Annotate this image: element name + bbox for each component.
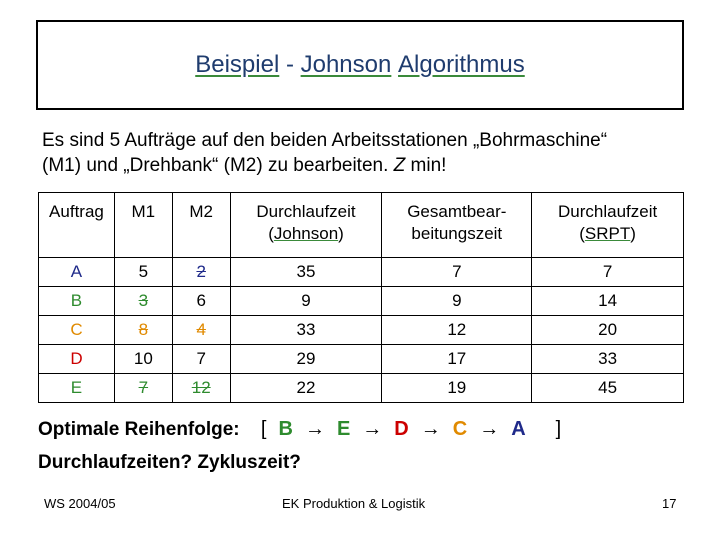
cell-gesamtbearbeitungszeit: 19 — [382, 374, 532, 403]
header-dj-paren-close: ) — [338, 224, 344, 243]
optimal-sequence — [38, 418, 567, 441]
cell-m2: 2 — [172, 258, 230, 287]
header-dj-line1: Durchlaufzeit — [256, 202, 356, 221]
cell-durchlaufzeit-srpt: 20 — [532, 316, 684, 345]
cell-job: B — [39, 287, 115, 316]
table-row — [39, 316, 684, 345]
cell-durchlaufzeit-johnson: 33 — [230, 316, 382, 345]
cell-gesamtbearbeitungszeit: 17 — [382, 345, 532, 374]
title-word-johnson: Johnson — [300, 51, 392, 78]
header-gesamtbearbeitungszeit — [382, 193, 532, 258]
header-ds-paren-open: ( — [579, 224, 585, 243]
sequence-job: C — [452, 418, 468, 440]
header-ds-paren-close: ) — [630, 224, 636, 243]
table-header-row — [39, 193, 684, 258]
cell-durchlaufzeit-srpt: 14 — [532, 287, 684, 316]
arrow-icon: → — [362, 418, 383, 440]
title-word-beispiel: Beispiel — [195, 51, 280, 78]
title-word-algorithmus: Algorithmus — [398, 51, 525, 78]
footer-semester: WS 2004/05 — [44, 496, 116, 511]
intro-text — [42, 128, 682, 178]
header-ds-word: SRPT — [584, 224, 631, 243]
cell-durchlaufzeit-johnson: 29 — [230, 345, 382, 374]
table-row — [39, 287, 684, 316]
header-m2: M2 — [172, 193, 230, 258]
cell-gesamtbearbeitungszeit: 9 — [382, 287, 532, 316]
cell-durchlaufzeit-johnson: 9 — [230, 287, 382, 316]
cell-m2: 7 — [172, 345, 230, 374]
optimal-label: Optimale Reihenfolge: — [38, 419, 240, 440]
cell-durchlaufzeit-johnson: 22 — [230, 374, 382, 403]
header-dj-word: Johnson — [273, 224, 339, 243]
bracket-open: [ — [260, 418, 267, 440]
intro-line-2: (M1) und „Drehbank“ (M2) zu bearbeiten. Z min! — [42, 155, 447, 176]
cell-m2: 4 — [172, 316, 230, 345]
cell-durchlaufzeit-srpt: 33 — [532, 345, 684, 374]
sequence-job: E — [336, 418, 351, 440]
intro-line-1: Es sind 5 Aufträge auf den beiden Arbeitsstationen „Bohrmaschine“ — [42, 130, 608, 151]
arrow-icon: → — [420, 418, 441, 440]
header-ds-line1: Durchlaufzeit — [557, 202, 658, 221]
header-durchlaufzeit-johnson — [230, 193, 382, 258]
header-auftrag: Auftrag — [39, 193, 115, 258]
cell-durchlaufzeit-srpt: 45 — [532, 374, 684, 403]
cell-m1: 3 — [114, 287, 172, 316]
cell-gesamtbearbeitungszeit: 12 — [382, 316, 532, 345]
sequence-job: D — [394, 418, 409, 440]
header-gb-line1: Gesamtbear- — [407, 202, 507, 221]
sequence-job: A — [511, 418, 526, 440]
cell-durchlaufzeit-johnson: 35 — [230, 258, 382, 287]
optimal-sequence-list — [255, 418, 567, 440]
cell-m1: 8 — [114, 316, 172, 345]
cell-gesamtbearbeitungszeit: 7 — [382, 258, 532, 287]
header-durchlaufzeit-srpt — [532, 193, 684, 258]
title-space — [391, 51, 398, 79]
footer-course: EK Produktion & Logistik — [282, 496, 426, 511]
header-gb-line2: beitungszeit — [411, 224, 503, 243]
table-row — [39, 258, 684, 287]
cell-job: E — [39, 374, 115, 403]
cell-durchlaufzeit-srpt: 7 — [532, 258, 684, 287]
cell-m2: 12 — [172, 374, 230, 403]
cell-job: D — [39, 345, 115, 374]
cell-m1: 5 — [114, 258, 172, 287]
arrow-icon: → — [479, 418, 500, 440]
cell-job: A — [39, 258, 115, 287]
table-row — [39, 374, 684, 403]
bracket-close: ] — [555, 418, 562, 440]
arrow-icon: → — [304, 418, 325, 440]
title-separator: - — [279, 51, 301, 78]
job-table — [38, 192, 684, 403]
cell-m1: 7 — [114, 374, 172, 403]
slide-title — [36, 20, 684, 110]
z-variable: Z — [393, 155, 406, 176]
header-dj-paren-open: ( — [268, 224, 274, 243]
page-number: 17 — [662, 496, 677, 511]
question-text: Durchlaufzeiten? Zykluszeit? — [38, 452, 301, 473]
cell-job: C — [39, 316, 115, 345]
cell-m2: 6 — [172, 287, 230, 316]
header-m1: M1 — [114, 193, 172, 258]
table-row — [39, 345, 684, 374]
sequence-job: B — [278, 418, 293, 440]
cell-m1: 10 — [114, 345, 172, 374]
